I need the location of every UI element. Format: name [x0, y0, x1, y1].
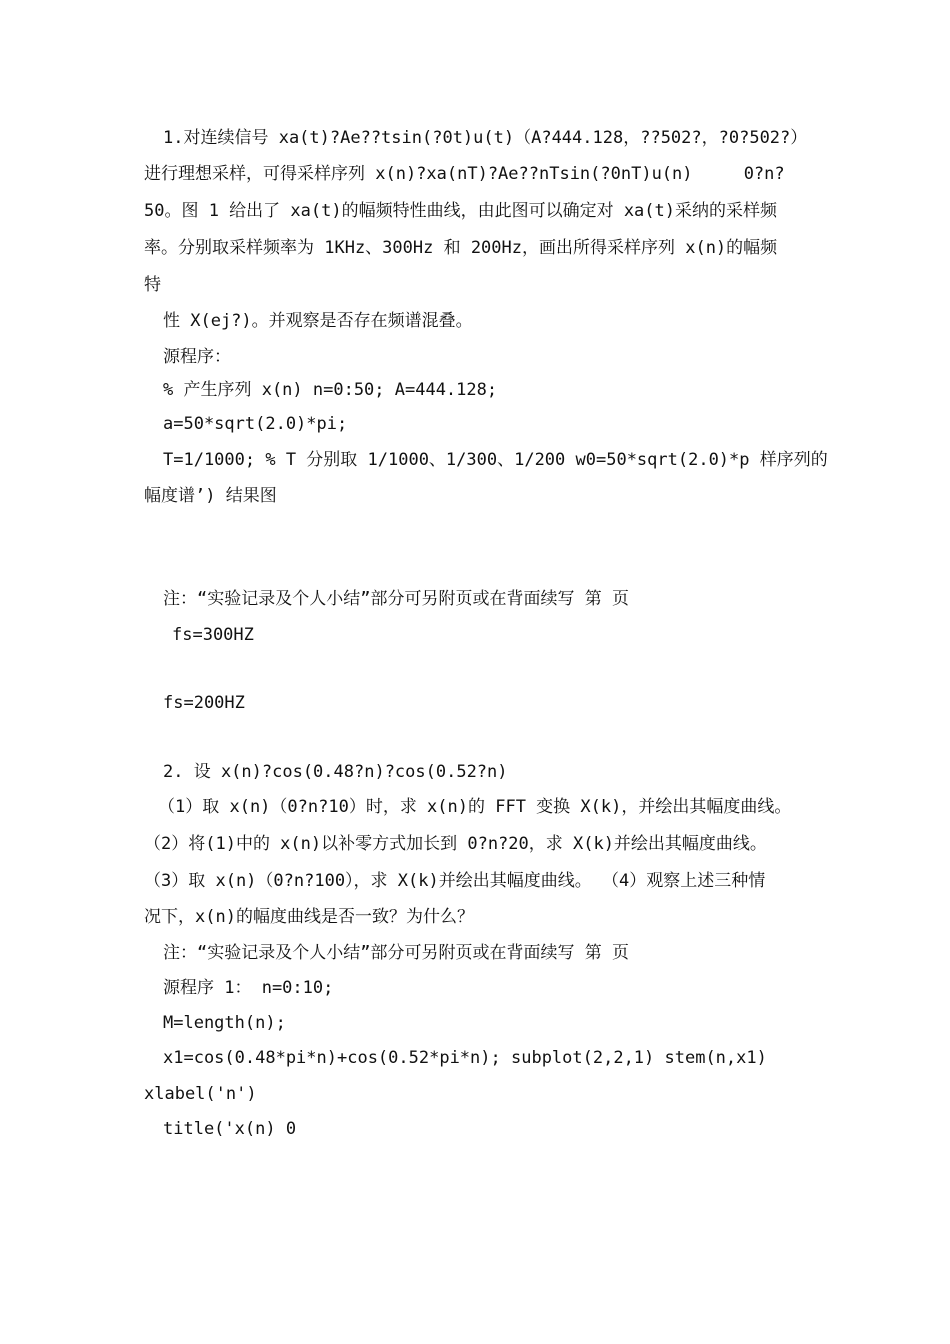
question-heading: 2. 设 x(n)?cos(0.48?n)?cos(0.52?n)	[163, 762, 508, 782]
code-line: title('x(n) 0	[163, 1119, 297, 1139]
code-line: 源程序 1： n=0:10;	[163, 978, 334, 998]
code-line: a=50*sqrt(2.0)*pi;	[163, 414, 348, 434]
code-line: T=1/1000; % T 分别取 1/1000、1/300、1/200 w0=50*sqrt(2.0)*p 样序列的	[163, 450, 828, 470]
note-line: 注：“实验记录及个人小结”部分可另附页或在背面续写 第 页	[163, 943, 629, 963]
code-line: xlabel('n')	[144, 1084, 257, 1104]
text-line: 源程序：	[163, 347, 231, 367]
text-line: （1）取 x(n)（0?n?10）时，求 x(n)的 FFT 变换 X(k)，并绘出其幅度曲线。	[158, 797, 792, 817]
text-line: 进行理想采样，可得采样序列 x(n)?xa(nT)?Ae??nTsin(?0nT)u(n) 0?n?	[144, 164, 785, 184]
text-line: （2）将(1)中的 x(n)以补零方式加长到 0?n?20，求 X(k)并绘出其幅度曲线。	[144, 834, 767, 854]
figure-label: fs=200HZ	[163, 693, 245, 713]
text-line: 幅度谱’) 结果图	[144, 486, 277, 506]
text-line: 1.对连续信号 xa(t)?Ae??tsin(?0t)u(t)（A?444.128，??502?，?0?502?）	[163, 128, 808, 148]
figure-label: fs=300HZ	[172, 625, 254, 645]
note-line: 注：“实验记录及个人小结”部分可另附页或在背面续写 第 页	[163, 589, 629, 609]
text-line: 况下，x(n)的幅度曲线是否一致？为什么？	[144, 907, 474, 927]
text-line: 特	[144, 275, 161, 295]
text-line: 率。分别取采样频率为 1KHz、300Hz 和 200Hz，画出所得采样序列 x(n)的幅频	[144, 238, 778, 258]
text-line: （3）取 x(n)（0?n?100），求 X(k)并绘出其幅度曲线。 （4）观察上述三种情	[144, 871, 766, 891]
text-line: 50。图 1 给出了 xa(t)的幅频特性曲线，由此图可以确定对 xa(t)采纳的采样频	[144, 201, 777, 221]
code-line: x1=cos(0.48*pi*n)+cos(0.52*pi*n); subplot(2,2,1) stem(n,x1)	[163, 1048, 767, 1068]
code-line: M=length(n);	[163, 1013, 286, 1033]
text-line: 性 X(ej?)。并观察是否存在频谱混叠。	[163, 311, 473, 331]
code-line: % 产生序列 x(n) n=0:50; A=444.128;	[163, 380, 498, 400]
